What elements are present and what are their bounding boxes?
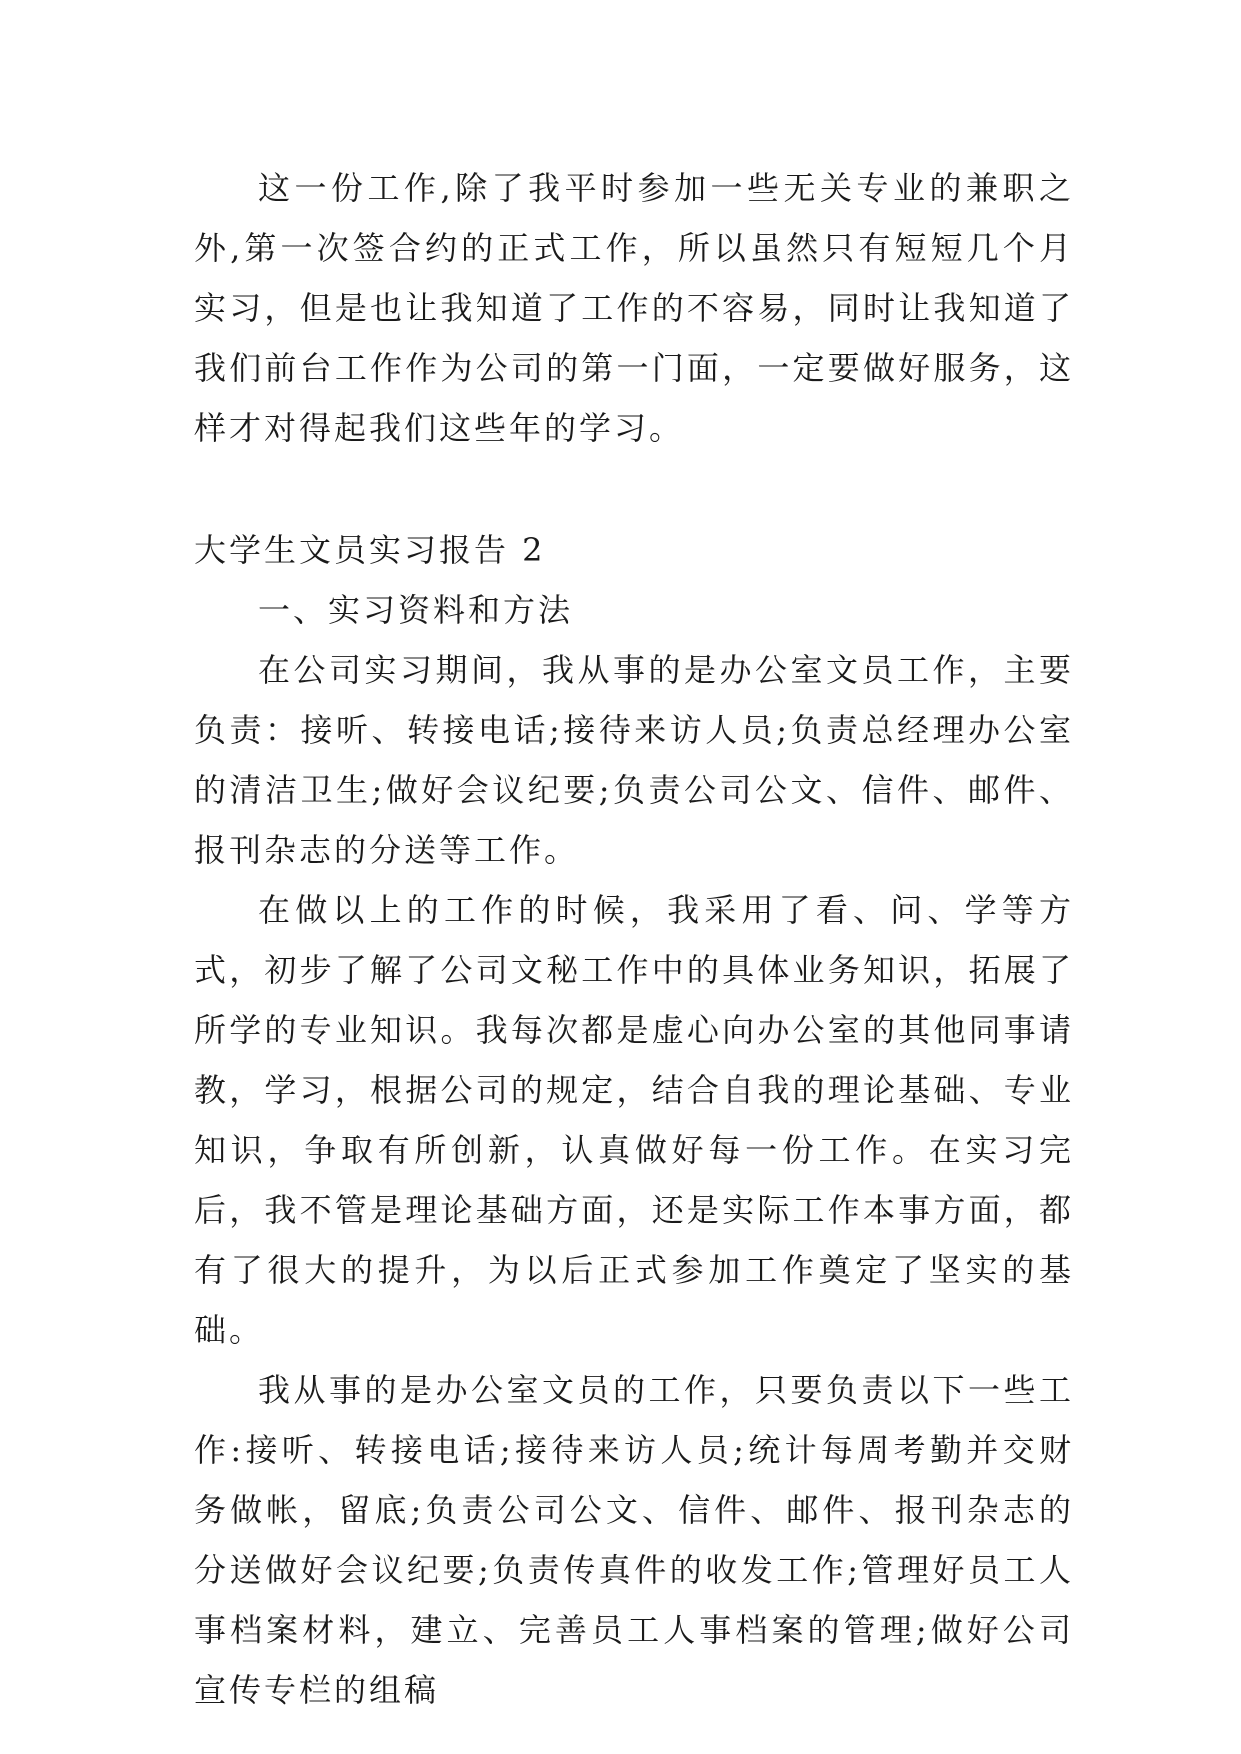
body-paragraph-methods: 在做以上的工作的时候，我采用了看、问、学等方式，初步了解了公司文秘工作中的具体业务知识，拓展了所学的专业知识。我每次都是虚心向办公室的其他同事请教，学习，根据公司的规定，结合自我的理论基础、专业知识，争取有所创新，认真做好每一份工作。在实习完后，我不管是理论基础方面，还是实际工作本事方面，都有了很大的提升，为以后正式参加工作奠定了坚实的基础。 — [194, 891, 1074, 1349]
intro-closing-paragraph: 这一份工作,除了我平时参加一些无关专业的兼职之外,第一次签合约的正式工作，所以虽然只有短短几个月实习，但是也让我知道了工作的不容易，同时让我知道了我们前台工作作为公司的第一门面，一定要做好服务，这样才对得起我们这些年的学习。 — [194, 169, 1074, 447]
body-paragraph-duties: 在公司实习期间，我从事的是办公室文员工作，主要负责：接听、转接电话;接待来访人员;负责总经理办公室的清洁卫生;做好会议纪要;负责公司公文、信件、邮件、报刊杂志的分送等工作。 — [194, 651, 1074, 869]
document-body — [194, 158, 1074, 1720]
section-subheading: 一、实习资料和方法 — [258, 591, 574, 629]
body-paragraph-work-list: 我从事的是办公室文员的工作，只要负责以下一些工作:接听、转接电话;接待来访人员;统计每周考勤并交财务做帐，留底;负责公司公文、信件、邮件、报刊杂志的分送做好会议纪要;负责传真件的收发工作;管理好员工人事档案材料，建立、完善员工人事档案的管理;做好公司宣传专栏的组稿 — [194, 1371, 1074, 1709]
section-title: 大学生文员实习报告 2 — [194, 531, 546, 569]
